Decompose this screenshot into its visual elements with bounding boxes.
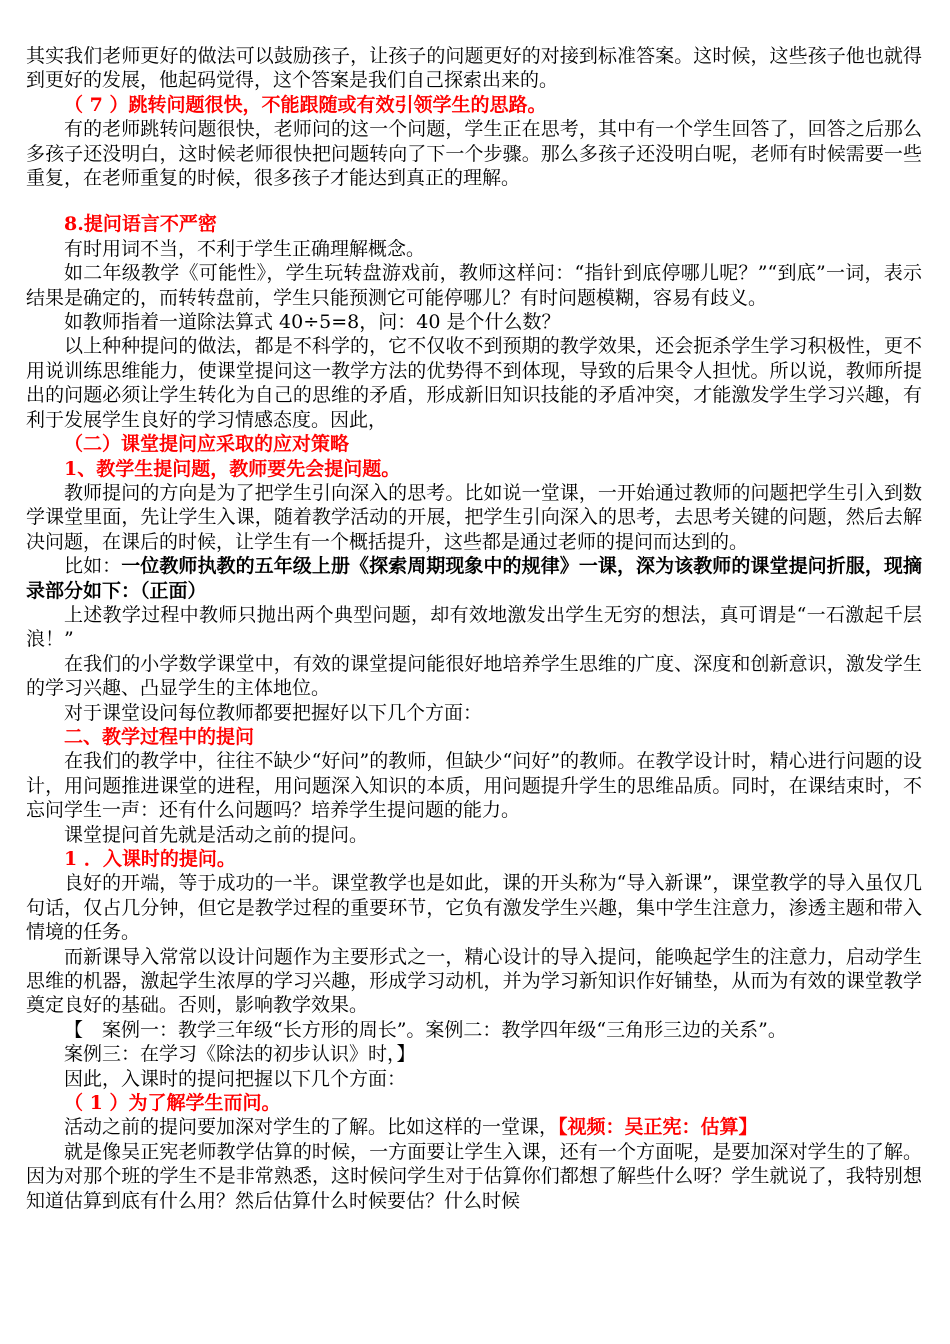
text-run: 有的老师跳转问题很快，老师问的这一个问题，学生正在思考，其中有一个学生回答了，回答之后那么多孩子还没明白，这时候老师很快把问题转向了下一个步骤。那么多孩子还没明白呢，老师有时候需要一些重复，在老师重复的时候，很多孩子才能达到真正的理解。 xyxy=(26,118,922,190)
body-paragraph xyxy=(26,1140,922,1213)
body-paragraph xyxy=(26,1067,922,1091)
text-run: 【 案例一：教学三年级“长方形的周长”。案例二：教学四年级“三角形三边的关系”。 xyxy=(64,1018,787,1041)
text-run: 课堂提问首先就是活动之前的提问。 xyxy=(64,823,369,846)
highlighted-text: 【视频：吴正宪：估算】 xyxy=(558,1116,758,1139)
body-paragraph xyxy=(26,871,922,944)
text-run: 如教师指着一道除法算式 40÷5=8，问：40 是个什么数？ xyxy=(64,311,561,334)
text-run: 有时用词不当，不利于学生正确理解概念。 xyxy=(64,237,426,260)
text-run: 在我们的教学中，往往不缺少“好问”的教师，但缺少“问好”的教师。在教学设计时，精心进行问题的设计，用问题推进课堂的进程，用问题深入知识的本质，用问题提升学生的思维品质。同时，在课结束时，不忘问学生一声：还有什么问题吗？培养学生提问题的能力。 xyxy=(26,750,922,822)
highlighted-text: 二、教学过程中的提问 xyxy=(64,725,255,748)
text-run: 教师提问的方向是为了把学生引向深入的思考。比如说一堂课，一开始通过教师的问题把学生引入到数学课堂里面，先让学生入课，随着教学活动的开展，把学生引向深入的思考，去思考关键的问题，然后去解决问题，在课后的时候，让学生有一个概括提升，这些都是通过老师的提问而达到的。 xyxy=(26,481,922,553)
text-run: 良好的开端，等于成功的一半。课堂教学也是如此，课的开头称为“导入新课”，课堂教学的导入虽仅几句话，仅占几分钟，但它是教学过程的重要环节，它负有激发学生兴趣，集中学生注意力，渗透主题和带入情境的任务。 xyxy=(26,872,922,944)
text-run: 其实我们老师更好的做法可以鼓励孩子，让孩子的问题更好的对接到标准答案。这时候，这些孩子他也就得到更好的发展，他起码觉得，这个答案是我们自己探索出来的。 xyxy=(26,45,922,92)
body-paragraph xyxy=(26,945,922,1018)
text-run: 如二年级教学《可能性》，学生玩转盘游戏前，教师这样问：“指针到底停哪儿呢？”“到底”一词，表示结果是确定的，而转转盘前，学生只能预测它可能停哪儿？有时问题模糊，容易有歧义。 xyxy=(26,262,922,309)
body-paragraph xyxy=(26,1042,922,1066)
body-paragraph xyxy=(26,823,922,847)
text-run: 案例三：在学习《除法的初步认识》时，】 xyxy=(64,1043,416,1066)
section-heading xyxy=(26,1091,922,1115)
highlighted-text: （ 7 ）跳转问题很快，不能跟随或有效引领学生的思路。 xyxy=(64,93,547,116)
body-paragraph xyxy=(26,554,922,603)
body-paragraph xyxy=(26,652,922,701)
highlighted-text: （ 1 ）为了解学生而问。 xyxy=(64,1092,281,1115)
text-run: 上述教学过程中教师只抛出两个典型问题，却有效地激发出学生无穷的想法，真可谓是“一石激起千层浪！” xyxy=(26,603,922,651)
text-run: 而新课导入常常以设计问题作为主要形式之一，精心设计的导入提问，能唤起学生的注意力，启动学生思维的机器，激起学生浓厚的学习兴趣，形成学习动机，并为学习新知识作好铺垫，从而为有效的课堂教学奠定良好的基础。否则，影响教学效果。 xyxy=(26,945,922,1017)
body-paragraph xyxy=(26,117,922,190)
section-heading xyxy=(26,432,922,456)
body-paragraph xyxy=(26,310,922,334)
body-paragraph xyxy=(26,481,922,554)
section-heading xyxy=(26,725,922,749)
section-heading xyxy=(26,847,922,871)
bold-text: 一位教师执教的五年级上册《探索周期现象中的规律》一课，深为该教师的课堂提问折服，现摘录部分如下：（正面） xyxy=(26,555,922,602)
text-run: 因此，入课时的提问把握以下几个方面： xyxy=(64,1067,407,1090)
text-run: 在我们的小学数学课堂中，有效的课堂提问能很好地培养学生思维的广度、深度和创新意识，激发学生的学习兴趣、凸显学生的主体地位。 xyxy=(26,652,922,700)
text-run: 就是像吴正宪老师教学估算的时候，一方面要让学生入课，还有一个方面呢，是要加深对学生的了解。因为对那个班的学生不是非常熟悉，这时候问学生对于估算你们都想了解些什么呀？学生就说了，我特别想知道估算到底有什么用？然后估算什么时候要估？什么时候 xyxy=(26,1140,922,1212)
body-paragraph xyxy=(26,1018,922,1042)
text-run: 以上种种提问的做法，都是不科学的，它不仅收不到预期的教学效果，还会扼杀学生学习积极性，更不用说训练思维能力，使课堂提问这一教学方法的优势得不到体现，导致的后果令人担忧。所以说，教师所提出的问题必须让学生转化为自己的思维的矛盾，形成新旧知识技能的矛盾冲突，才能激发学生学习兴趣，有利于发展学生良好的学习情感态度。因此， xyxy=(26,335,922,431)
text-run: 比如： xyxy=(64,555,122,578)
body-paragraph xyxy=(26,261,922,310)
section-heading xyxy=(26,212,922,236)
highlighted-text: 1 ．入课时的提问。 xyxy=(64,848,236,870)
body-paragraph xyxy=(26,237,922,261)
body-paragraph xyxy=(26,334,922,432)
highlighted-text: （二）课堂提问应采取的应对策略 xyxy=(64,433,350,456)
highlighted-text: 8.提问语言不严密 xyxy=(64,213,217,236)
text-run: 活动之前的提问要加深对学生的了解。比如这样的一堂课， xyxy=(64,1116,559,1139)
body-paragraph xyxy=(26,44,922,93)
highlighted-text: 1、教学生提问题，教师要先会提问题。 xyxy=(64,457,401,480)
section-heading xyxy=(26,93,922,117)
body-paragraph xyxy=(26,701,922,725)
paragraph-gap xyxy=(26,190,922,212)
body-paragraph xyxy=(26,603,922,652)
body-paragraph xyxy=(26,749,922,822)
text-run: 对于课堂设问每位教师都要把握好以下几个方面： xyxy=(64,701,483,724)
section-heading xyxy=(26,457,922,481)
body-paragraph xyxy=(26,1115,922,1139)
